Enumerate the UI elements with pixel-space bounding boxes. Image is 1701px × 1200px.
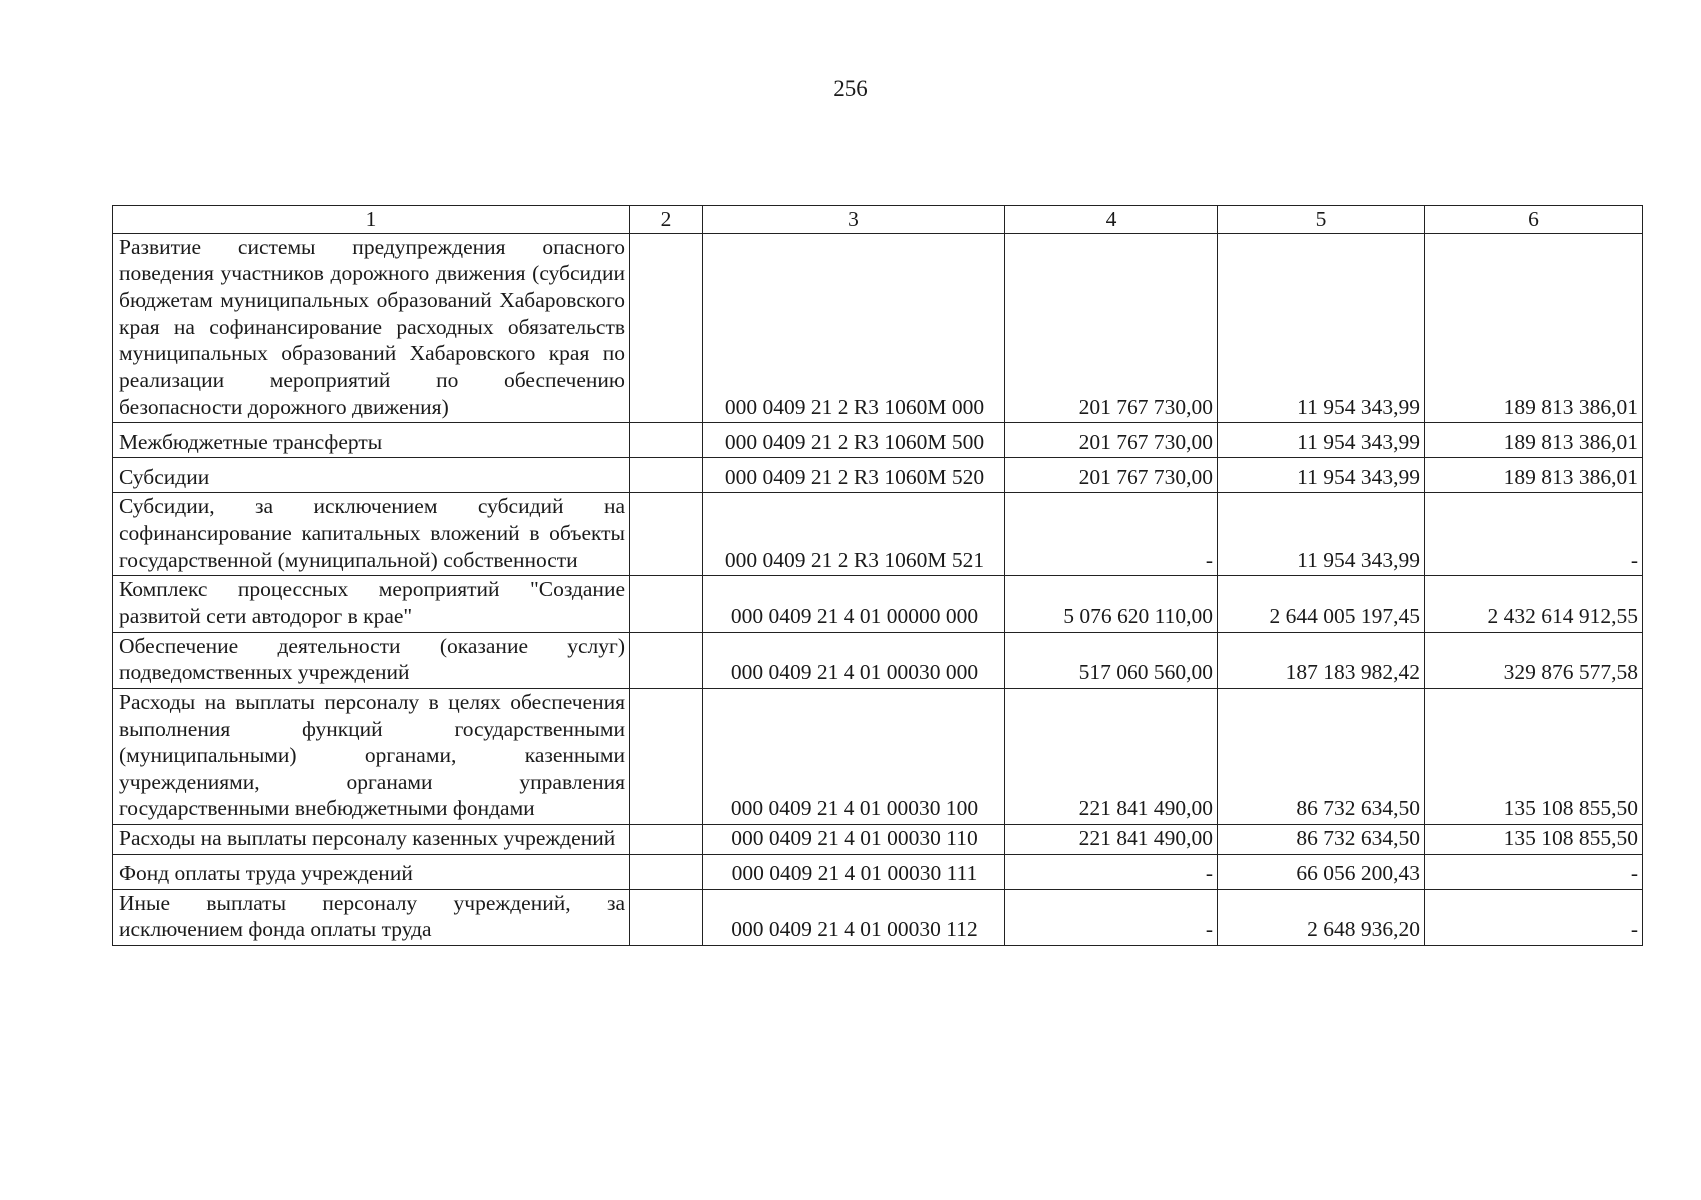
row-name: Межбюджетные трансферты: [113, 423, 630, 458]
row-col2: [630, 423, 703, 458]
row-col2: [630, 825, 703, 855]
column-header-2: 2: [630, 206, 703, 234]
row-col5: 187 183 982,42: [1218, 632, 1425, 688]
row-col4: 517 060 560,00: [1005, 632, 1218, 688]
row-col5: 11 954 343,99: [1218, 458, 1425, 493]
row-col2: [630, 854, 703, 889]
budget-table: [112, 205, 1643, 946]
row-code: 000 0409 21 4 01 00000 000: [703, 576, 1005, 632]
header-row: [113, 206, 1643, 234]
table-row: [113, 688, 1643, 824]
page-number: 256: [833, 76, 868, 101]
row-col2: [630, 688, 703, 824]
row-name: Субсидии, за исключением субсидий на софинансирование капитальных вложений в объекты государственной (муниципальной) собственности: [113, 493, 630, 576]
row-name: Обеспечение деятельности (оказание услуг) подведомственных учреждений: [113, 632, 630, 688]
row-name: Расходы на выплаты персоналу казенных учреждений: [113, 825, 630, 855]
row-code: 000 0409 21 4 01 00030 000: [703, 632, 1005, 688]
row-code: 000 0409 21 2 R3 1060М 000: [703, 233, 1005, 423]
row-col4: -: [1005, 854, 1218, 889]
column-header-4: 4: [1005, 206, 1218, 234]
row-col4: 201 767 730,00: [1005, 458, 1218, 493]
row-col6: 135 108 855,50: [1425, 825, 1643, 855]
table-row: [113, 423, 1643, 458]
row-col5: 2 644 005 197,45: [1218, 576, 1425, 632]
row-code: 000 0409 21 2 R3 1060М 500: [703, 423, 1005, 458]
column-header-1: 1: [113, 206, 630, 234]
column-header-3: 3: [703, 206, 1005, 234]
row-col6: 189 813 386,01: [1425, 423, 1643, 458]
table-row: [113, 493, 1643, 576]
row-col2: [630, 576, 703, 632]
row-col4: 221 841 490,00: [1005, 688, 1218, 824]
table-row: [113, 233, 1643, 423]
row-name: Субсидии: [113, 458, 630, 493]
row-name: Расходы на выплаты персоналу в целях обеспечения выполнения функций государственными (муниципальными) органами, казенными учреждениями, органами управления государственными внебюджетными фондами: [113, 688, 630, 824]
row-col6: 2 432 614 912,55: [1425, 576, 1643, 632]
row-code: 000 0409 21 2 R3 1060М 521: [703, 493, 1005, 576]
row-col5: 11 954 343,99: [1218, 423, 1425, 458]
row-code: 000 0409 21 4 01 00030 111: [703, 854, 1005, 889]
row-col6: 189 813 386,01: [1425, 233, 1643, 423]
row-code: 000 0409 21 4 01 00030 110: [703, 825, 1005, 855]
row-col6: -: [1425, 889, 1643, 945]
column-header-5: 5: [1218, 206, 1425, 234]
row-col2: [630, 632, 703, 688]
row-col6: -: [1425, 854, 1643, 889]
row-col6: 189 813 386,01: [1425, 458, 1643, 493]
row-col5: 11 954 343,99: [1218, 493, 1425, 576]
row-col4: 201 767 730,00: [1005, 233, 1218, 423]
table-row: [113, 889, 1643, 945]
table-row: [113, 825, 1643, 855]
row-col4: 201 767 730,00: [1005, 423, 1218, 458]
row-col6: 329 876 577,58: [1425, 632, 1643, 688]
row-col5: 2 648 936,20: [1218, 889, 1425, 945]
table-row: [113, 632, 1643, 688]
row-name: Фонд оплаты труда учреждений: [113, 854, 630, 889]
row-col5: 11 954 343,99: [1218, 233, 1425, 423]
table-row: [113, 854, 1643, 889]
row-name: Иные выплаты персоналу учреждений, за исключением фонда оплаты труда: [113, 889, 630, 945]
row-col2: [630, 233, 703, 423]
row-name: Развитие системы предупреждения опасного поведения участников дорожного движения (субсидии бюджетам муниципальных образований Хабаровского края на софинансирование расходных обязательств муниципальных образований Хабаровского края по реализации мероприятий по обеспечению безопасности дорожного движения): [113, 233, 630, 423]
table-row: [113, 458, 1643, 493]
row-col5: 86 732 634,50: [1218, 688, 1425, 824]
row-col6: -: [1425, 493, 1643, 576]
row-col2: [630, 458, 703, 493]
row-col4: 221 841 490,00: [1005, 825, 1218, 855]
column-header-6: 6: [1425, 206, 1643, 234]
row-col6: 135 108 855,50: [1425, 688, 1643, 824]
row-col2: [630, 889, 703, 945]
row-col4: -: [1005, 889, 1218, 945]
row-code: 000 0409 21 4 01 00030 112: [703, 889, 1005, 945]
row-col5: 86 732 634,50: [1218, 825, 1425, 855]
row-col5: 66 056 200,43: [1218, 854, 1425, 889]
row-code: 000 0409 21 2 R3 1060М 520: [703, 458, 1005, 493]
row-col2: [630, 493, 703, 576]
row-col4: -: [1005, 493, 1218, 576]
row-col4: 5 076 620 110,00: [1005, 576, 1218, 632]
row-name: Комплекс процессных мероприятий "Создание развитой сети автодорог в крае": [113, 576, 630, 632]
row-code: 000 0409 21 4 01 00030 100: [703, 688, 1005, 824]
table-row: [113, 576, 1643, 632]
